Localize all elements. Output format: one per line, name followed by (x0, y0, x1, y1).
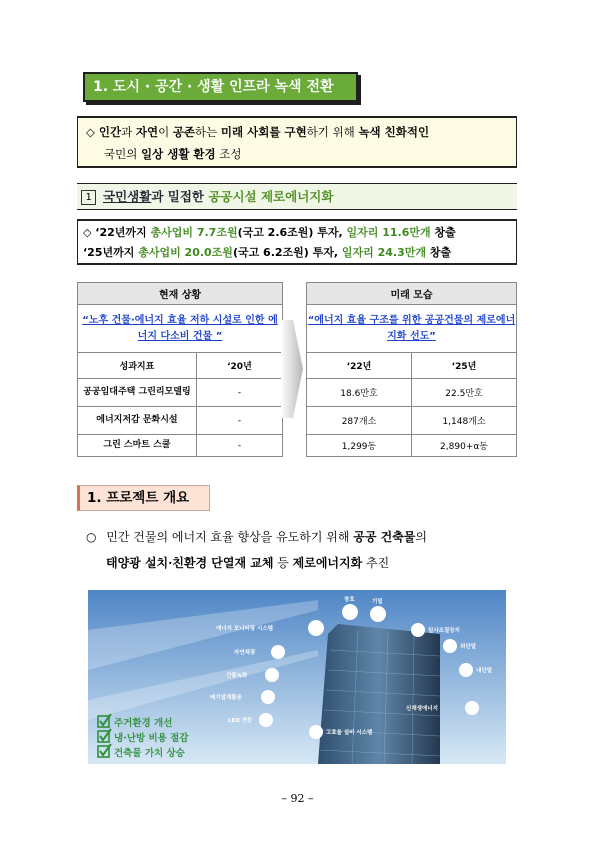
equipment-icon (309, 725, 323, 739)
intro-text-segment: 하기 위해 (306, 125, 359, 139)
project-line2-text: 등 (273, 556, 293, 570)
intro-text-segment: 조성 (215, 147, 242, 161)
inner-wall-icon (459, 663, 473, 677)
intro-text-segment: 공존 (172, 125, 196, 139)
value-22: 18.6만호 (307, 379, 412, 407)
project-line2-end: 추진 (362, 556, 390, 570)
year-22-column-header: ‘22년 (307, 353, 412, 379)
investment-1-budget: 총사업비 7.7조원 (150, 226, 238, 239)
right-arrow-icon (281, 320, 303, 418)
subsection-number-box: 1 (81, 190, 96, 205)
airtight-icon (370, 606, 386, 622)
investment-line-1 (83, 223, 511, 243)
svg-text:주거환경 개선: 주거환경 개선 (114, 718, 173, 729)
investment-2-suffix: 창출 (426, 246, 452, 259)
intro-text-segment: 인간 (98, 125, 122, 139)
label-monitoring: 에너지 모니터링 시스템 (216, 626, 273, 632)
label-led: LED 전등 (228, 718, 253, 724)
indicator-label: 공공임대주택 그린리모델링 (78, 379, 197, 407)
zero-energy-building-illustration (88, 590, 506, 764)
svg-text:냉·난방 비용 절감: 냉·난방 비용 절감 (114, 733, 189, 744)
current-status-table (77, 282, 283, 457)
investment-2-jobs: 일자리 24.3만개 (341, 246, 427, 259)
intro-text-segment: 미래 사회를 구현 (220, 125, 307, 139)
future-description: “에너지 효율 구조를 위한 공공건물의 제로에너지화 선도” (307, 305, 517, 353)
year-20-column-header: ‘20년 (196, 353, 282, 379)
subsection-title-part3: 공공시설 제로에너지화 (208, 189, 334, 204)
intro-text-segment: 녹색 친화적인 (358, 125, 430, 139)
diamond-bullet-icon: ◇ (83, 226, 92, 239)
project-line2-bold2: 제로에너지화 (292, 556, 363, 570)
intro-text-segment: 하는 (195, 125, 221, 139)
intro-box (77, 116, 517, 168)
building-shape (318, 624, 440, 764)
investment-1-suffix: 창출 (430, 226, 456, 239)
project-line1-bold: 공공 건축물 (353, 530, 416, 544)
intro-text-segment: 과 (121, 125, 136, 139)
value-22: 287개소 (307, 407, 412, 435)
plant-icon (265, 668, 279, 682)
investment-line-2 (83, 243, 511, 263)
label-outer-insulation: 외단열 (460, 644, 476, 650)
bulb-icon (259, 713, 273, 727)
indicator-label: 에너지저감 문화시설 (78, 407, 197, 435)
value-25: 1,148개소 (412, 407, 517, 435)
investment-1-jobs: 일자리 11.6만개 (346, 226, 431, 239)
future-header: 미래 모습 (307, 283, 517, 305)
investment-2-national: (국고 6.2조원) 투자, (232, 246, 342, 259)
intro-text-segment: 국민의 (104, 147, 141, 161)
diamond-bullet-icon: ◇ (86, 125, 95, 139)
value-20: - (196, 379, 282, 407)
project-line1-end: 의 (415, 530, 427, 544)
investment-1-national: (국고 2.6조원) 투자, (237, 226, 347, 239)
year-25-column-header: ‘25년 (412, 353, 517, 379)
project-line2-bold1: 태양광 설치·친환경 단열재 교체 (106, 556, 274, 570)
label-inner-insulation: 내단열 (476, 668, 492, 674)
value-20: - (196, 435, 282, 457)
investment-2-prefix: ‘25년까지 (83, 246, 139, 259)
section-title: 1. 도시 · 공간 · 생활 인프라 녹색 전환 (83, 72, 358, 102)
subsection-title (77, 183, 517, 210)
intro-text-segment: 이 (158, 125, 173, 139)
project-title: 1. 프로젝트 개요 (77, 485, 210, 511)
label-hvac: 일사조절장치 (428, 628, 460, 634)
future-status-table (306, 282, 517, 457)
project-description (86, 524, 526, 576)
label-natural-light: 자연채광 (234, 650, 256, 656)
label-window: 창호 (344, 597, 355, 603)
intro-line-1 (86, 121, 508, 143)
label-solar: 신재생에너지 (406, 706, 438, 712)
intro-text-segment: 일상 생활 환경 (140, 147, 216, 161)
label-airtight: 기밀 (372, 599, 383, 605)
outer-wall-icon (443, 639, 457, 653)
sun-light-icon (271, 645, 285, 659)
recycle-icon (261, 690, 275, 704)
indicator-column-header: 성과지표 (78, 353, 197, 379)
value-25: 2,890+α동 (412, 435, 517, 457)
investment-box (77, 219, 517, 265)
solar-icon (465, 701, 479, 715)
indicator-label: 그린 스마트 스쿨 (78, 435, 197, 457)
value-20: - (196, 407, 282, 435)
label-waste-heat: 배기열재활용 (210, 695, 242, 701)
intro-text-segment: 자연 (135, 125, 159, 139)
circle-bullet-icon: ○ (86, 530, 97, 544)
window-icon (342, 604, 358, 620)
value-22: 1,299동 (307, 435, 412, 457)
label-rooftop: 건물녹화 (226, 673, 248, 679)
investment-2-budget: 총사업비 20.0조원 (138, 246, 233, 259)
subsection-title-part1: 국민생활 (103, 189, 152, 204)
current-header: 현재 상황 (78, 283, 283, 305)
project-line-2 (86, 550, 526, 576)
monitor-icon (308, 620, 324, 636)
value-25: 22.5만호 (412, 379, 517, 407)
project-line-1 (86, 524, 526, 550)
shade-icon (411, 623, 425, 637)
svg-text:건축물 가치 상승: 건축물 가치 상승 (114, 748, 185, 759)
project-line1-text: 민간 건물의 에너지 효율 향상을 유도하기 위해 (102, 530, 354, 544)
page-number: – 92 – (281, 792, 314, 805)
label-ground-system: 고효율 설비 시스템 (326, 730, 373, 736)
current-description: “노후 건물·에너지 효율 저하 시설로 인한 에너지 다소비 건물 ” (78, 305, 283, 353)
subsection-title-part2: 과 밀접한 (151, 189, 209, 204)
intro-line-2 (86, 143, 508, 165)
investment-1-prefix: ‘22년까지 (91, 226, 151, 239)
